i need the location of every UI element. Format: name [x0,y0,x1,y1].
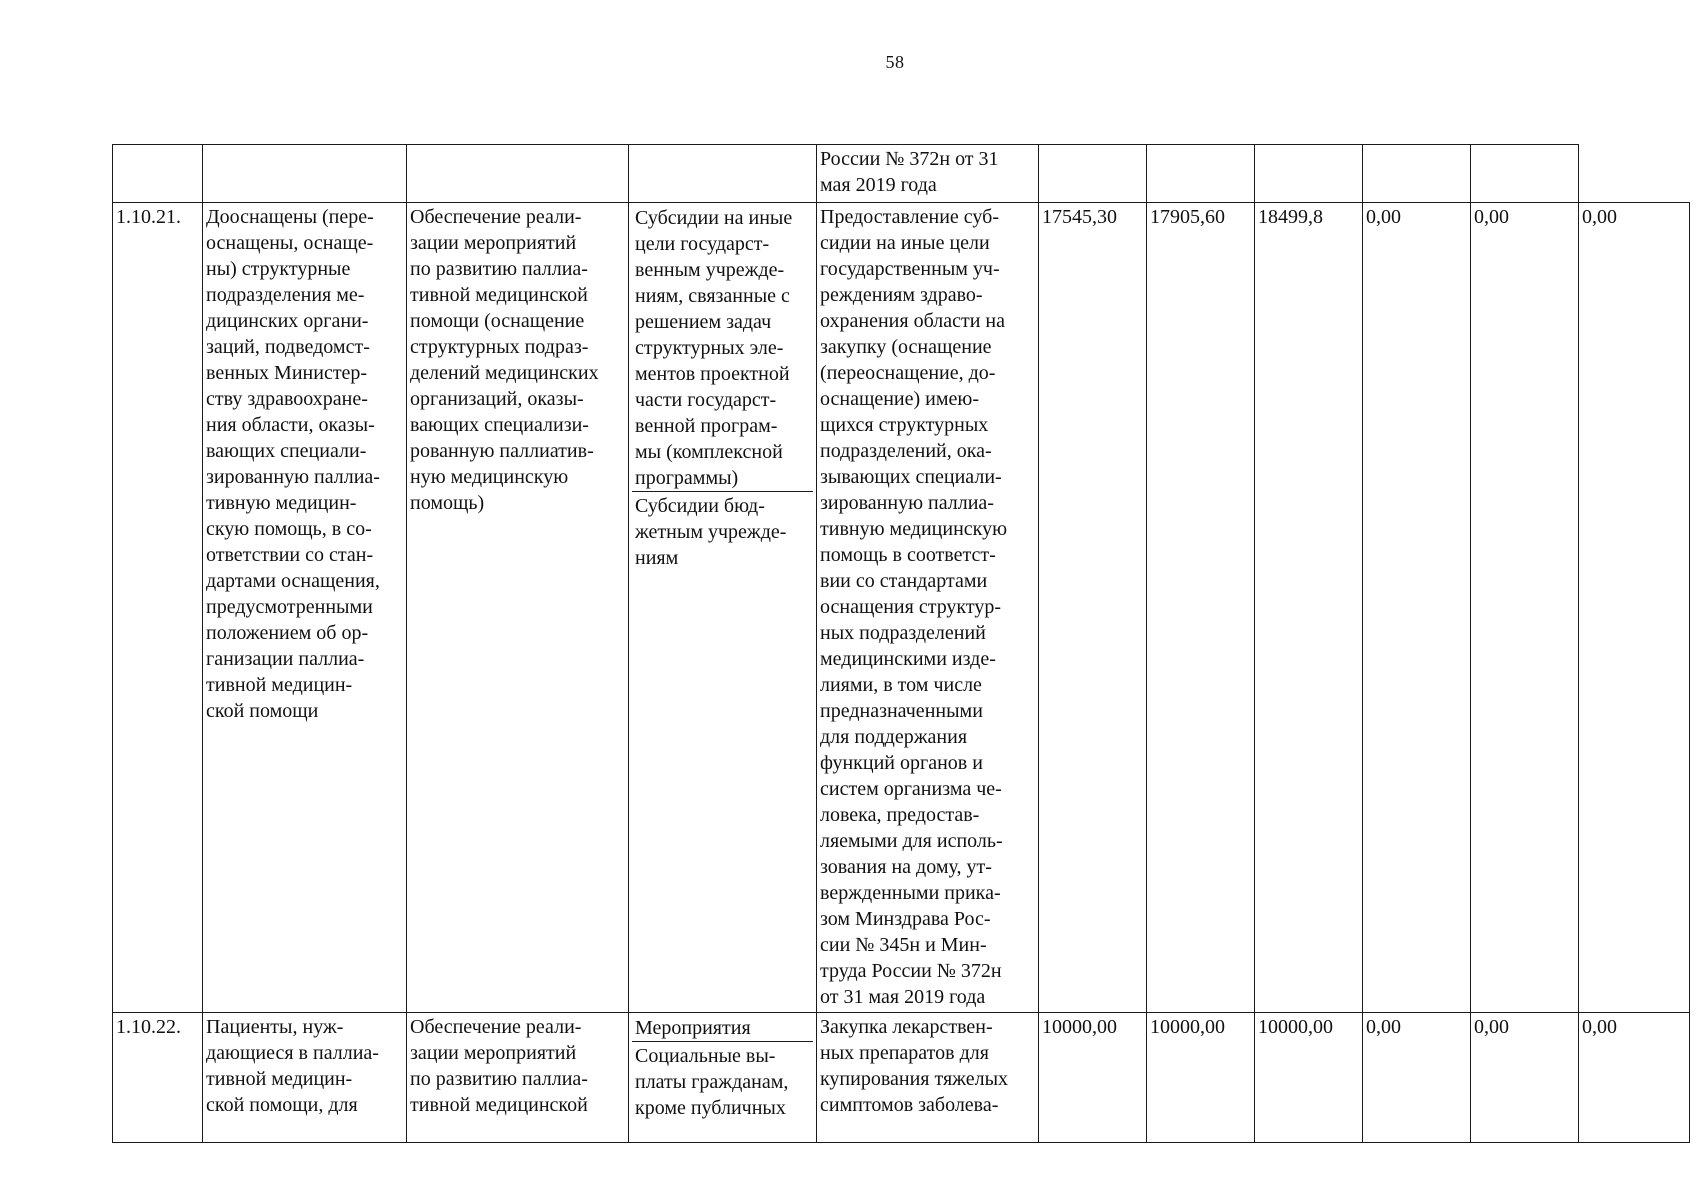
table-row-1-10-21 [113,203,1690,1013]
cell-event: Обеспечение реали- зации мероприятий по развитию паллиа- тивной медицинской помощи (оснащение структурных подраз- делений медицинских организаций, оказы- вающих специализи- рованную паллиатив- ную медицинскую помощь) [407,203,629,1013]
cell-number [113,145,203,203]
cell-value-6: 0,00 [1579,1013,1690,1143]
cell-value-2 [1147,145,1255,203]
cell-event: Обеспечение реали- зации мероприятий по развитию паллиа- тивной медицинской [407,1013,629,1143]
document-table [112,144,1690,1143]
cell-value-6: 0,00 [1579,203,1690,1013]
table-row-1-10-22 [113,1013,1690,1143]
page-number: 58 [885,52,905,72]
cell-expense-type [629,203,817,1013]
cell-value-2: 17905,60 [1147,203,1255,1013]
cell-number: 1.10.22. [113,1013,203,1143]
cell-value-3: 18499,8 [1255,203,1363,1013]
cell-description: России № 372н от 31 мая 2019 года [817,145,1039,203]
expense-type-secondary: Социальные вы- платы гражданам, кроме публичных [632,1041,813,1121]
cell-value-5: 0,00 [1471,203,1579,1013]
cell-value-1 [1039,145,1147,203]
cell-value-4: 0,00 [1363,203,1471,1013]
cell-event [407,145,629,203]
cell-result [203,145,407,203]
cell-value-3 [1255,145,1363,203]
cell-value-1: 10000,00 [1039,1013,1147,1143]
cell-description: Предоставление суб- сидии на иные цели государственным уч- реждениям здраво- охранения области на закупку (оснащение (переоснащение, до- оснащение) имею- щихся структурных подразделений, ока- зывающих специали- зированную паллиа- тивную медицинскую помощь в соответст- вии со стандартами оснащения структур- ных подразделений медицинскими изде- лиями, в том числе предназначенными для поддержания функций органов и систем организма че- ловека, предостав- ляемыми для исполь- зования на дому, ут- вержденными прика- зом Минздрава Рос- сии № 345н и Мин- труда России № 372н от 31 мая 2019 года [817,203,1039,1013]
cell-value-5 [1471,145,1579,203]
cell-value-1: 17545,30 [1039,203,1147,1013]
cell-value-3: 10000,00 [1255,1013,1363,1143]
cell-value-4: 0,00 [1363,1013,1471,1143]
cell-number: 1.10.21. [113,203,203,1013]
cell-expense-type [629,145,817,203]
cell-value-4 [1363,145,1471,203]
expense-type-secondary: Субсидии бюд- жетным учрежде- ниям [632,491,813,571]
cell-result: Дооснащены (пере- оснащены, оснаще- ны) структурные подразделения ме- дицинских органи- заций, подведомст- венных Министер- ству здравоохране- ния области, оказы- вающих специали- зированную паллиа- тивную медицин- скую помощь, в со- ответствии со стан- дартами оснащения, предусмотренными положением об ор- ганизации паллиа- тивной медицин- ской помощи [203,203,407,1013]
expense-type-primary: Субсидии на иные цели государст- венным учрежде- ниям, связанные с решением задач структурных эле- ментов проектной части государст- венной програм- мы (комплексной программы) [635,207,793,489]
cell-result: Пациенты, нуж- дающиеся в паллиа- тивной медицин- ской помощи, для [203,1013,407,1143]
table-row-continuation [113,145,1690,203]
cell-description: Закупка лекарствен- ных препаратов для купирования тяжелых симптомов заболева- [817,1013,1039,1143]
cell-value-5: 0,00 [1471,1013,1579,1143]
expense-type-primary: Мероприятия [635,1017,751,1039]
cell-expense-type [629,1013,817,1143]
cell-value-2: 10000,00 [1147,1013,1255,1143]
